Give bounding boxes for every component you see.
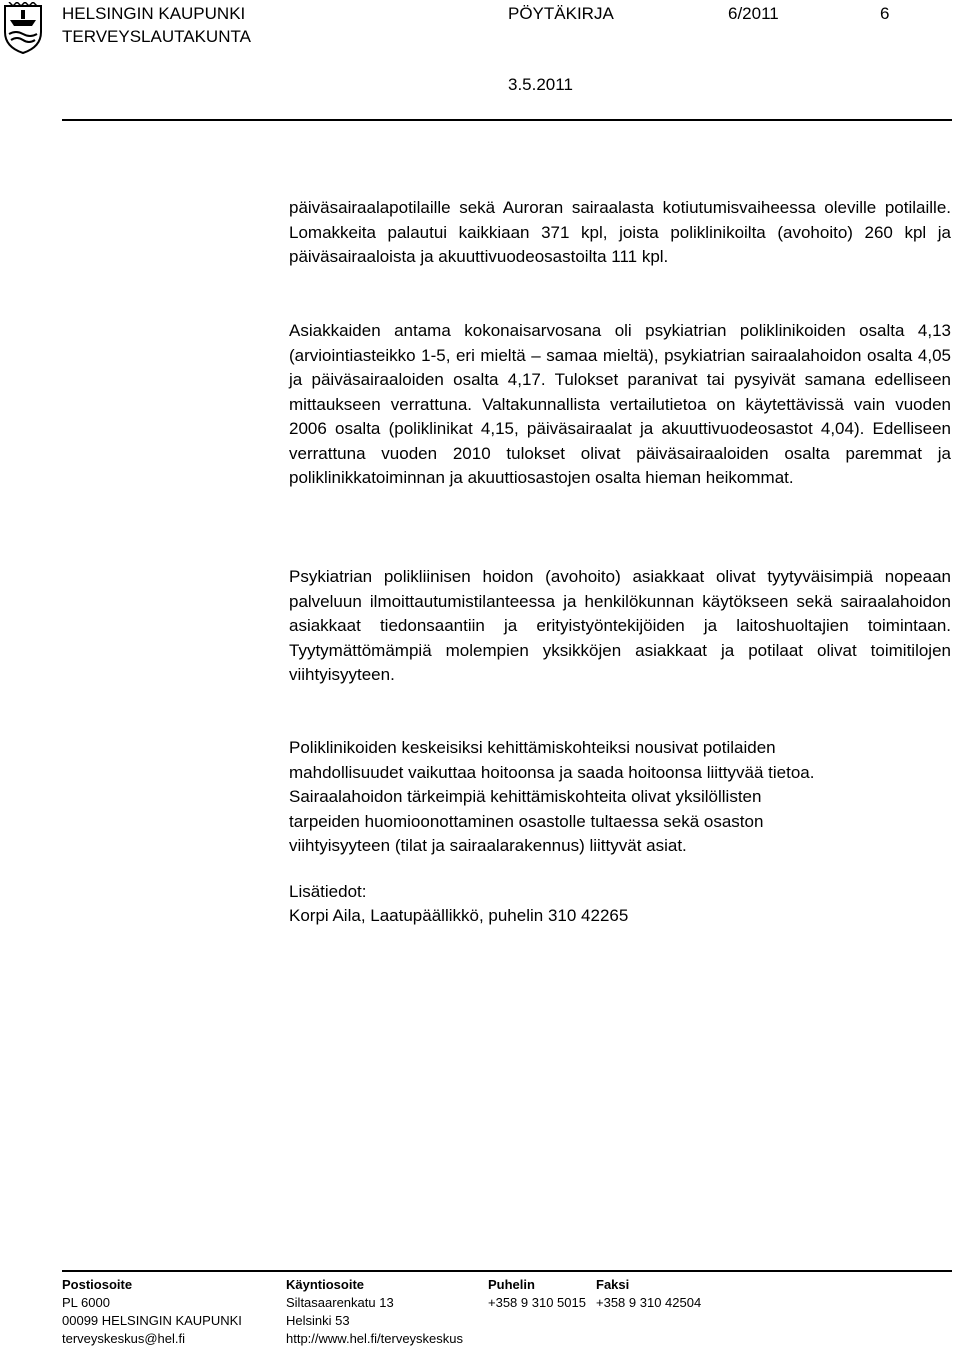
further-info-label: Lisätiedot: — [289, 882, 367, 901]
header-page-number: 6 — [880, 4, 890, 23]
paragraph-overall-scores: Asiakkaiden antama kokonaisarvosana oli psykiatrian poliklinikoiden osalta 4,13 (arviointiasteikko 1-5, eri mieltä – samaa mieltä), psykiatrian sairaalahoidon osalta 4,05 ja päiväsairaaloiden osalta 4,17. Tulokset paranivat tai pysyivät samana edelliseen mittaukseen verrattuna. Valtakunnallista vertailutietoa on käytettävissä vain vuoden 2006 osalta (poliklinikat 4,15, päiväsairaalat ja akuuttivuodeosastot 4,04). Edelliseen verrattuna vuoden 2010 tulokset olivat päiväsairaaloiden osalta paremmat ja poliklinikkatoiminnan ja akuuttiosastojen osalta hieman heikommat. — [289, 321, 951, 487]
development-line: tarpeiden huomioonottaminen osastolle tultaessa sekä osaston — [289, 811, 764, 831]
footer-phone-value: +358 9 310 5015 — [488, 1295, 586, 1310]
footer-visit-column — [286, 1276, 463, 1348]
footer-fax-label: Faksi — [596, 1277, 630, 1292]
footer-email: terveyskeskus@hel.fi — [62, 1331, 186, 1346]
footer-fax-value: +358 9 310 42504 — [596, 1295, 702, 1310]
footer-visit-city: Helsinki 53 — [286, 1313, 350, 1328]
footer-visit-street: Siltasaarenkatu 13 — [286, 1295, 394, 1310]
header-doc-number: 6/2011 — [728, 4, 779, 23]
further-info-contact: Korpi Aila, Laatupäällikkö, puhelin 310 42265 — [289, 906, 629, 925]
footer-website: http://www.hel.fi/terveyskeskus — [286, 1331, 464, 1346]
development-line: mahdollisuudet vaikuttaa hoitoonsa ja saada hoitoonsa liittyvää tietoa. — [289, 762, 815, 782]
header-doc-type: PÖYTÄKIRJA — [508, 4, 614, 23]
header-org-name: HELSINGIN KAUPUNKI — [62, 4, 246, 23]
helsinki-coat-of-arms-logo — [2, 2, 44, 54]
footer-visit-label: Käyntiosoite — [286, 1277, 365, 1292]
header-divider — [62, 119, 952, 121]
header-date: 3.5.2011 — [508, 75, 573, 94]
footer-phone-label: Puhelin — [488, 1277, 535, 1292]
development-line: Poliklinikoiden keskeisiksi kehittämiskohteiksi nousivat potilaiden — [289, 738, 776, 757]
footer-postal-city: 00099 HELSINGIN KAUPUNKI — [62, 1313, 242, 1328]
footer-divider — [62, 1270, 952, 1272]
footer-postal-column — [62, 1276, 242, 1348]
development-line: Sairaalahoidon tärkeimpiä kehittämiskohteita olivat yksilöllisten — [289, 787, 762, 806]
footer-postal-box: PL 6000 — [62, 1295, 110, 1310]
footer-phone-column — [488, 1276, 586, 1312]
footer-fax-column — [596, 1276, 701, 1312]
paragraph-feedback-count: päiväsairaalapotilaille sekä Auroran sairaalasta kotiutumisvaiheessa oleville potilaille. Lomakkeita palautui kaikkiaan 371 kpl, joista poliklinikoilta (avohoito) 260 kpl ja päiväsairaaloista ja akuuttivuodeosastoilta 111 kpl. — [289, 198, 951, 266]
paragraph-development-targets — [289, 736, 951, 859]
paragraph-satisfaction: Psykiatrian polikliinisen hoidon (avohoito) asiakkaat olivat tyytyväisimpiä nopeaan palveluun ilmoittautumistilanteessa ja henkilökunnan käytökseen sekä sairaalahoidon asiakkaat tiedonsaantiin ja erityistyöntekijöiden ja laitoshuoltajien toimintaan. Tyytymättömämpiä molempien yksikköjen asiakkaat ja potilaat olivat toimitilojen viihtyisyyteen. — [289, 567, 951, 684]
footer-postal-label: Postiosoite — [62, 1277, 133, 1292]
development-line: viihtyisyyteen (tilat ja sairaalarakennus) liittyvät asiat. — [289, 836, 687, 855]
header-board-name: TERVEYSLAUTAKUNTA — [62, 27, 251, 46]
